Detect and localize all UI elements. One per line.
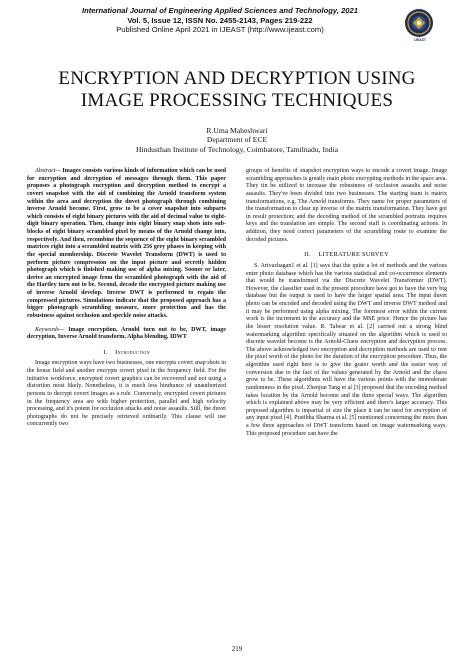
author-block [20, 126, 454, 154]
journal-header [40, 6, 400, 35]
title-line-1: ENCRYPTION AND DECRYPTION USING [58, 68, 416, 89]
keywords [27, 327, 226, 342]
ijeast-logo-icon [404, 8, 434, 38]
logo-text: IJEAST [414, 38, 426, 42]
section-title: LITERATURE SURVEY [318, 251, 389, 259]
keywords-text: Image encryption, Arnold turn out to be, DWT, image decryption, Inverse Arnold transform, Alpha blending, IDWT [27, 326, 226, 341]
journal-published: Published Online April 2021 in IJEAST (http://www.ijeast.com) [116, 25, 324, 35]
introduction-text: Image encryption ways have two businesses, one encrypts covert snap shots in the house field and another encrypts covert pixel in the frequency field. For the initiative workforce, encrypted covert graphics can be recovered and not using a distortion most likely. Nonetheless, it is much less hindrance of unauthorized persons to decrypt covert images as a rule. Conversely, encrypted covert pictures in the frequency area are with higher protection, parallel and high velocity processing, and it's potent for occlusion attacks and noise assaults. Still, the duvet photographs do not be precisely retrieved ordinarily. This clause will use concurrently two [27, 360, 226, 428]
literature-survey-text: S. Arivazhagan1 et al. [1] says that the quite a lot of methods and the various enter photo database which has the various statistical and co-occurrence elements that would be transformed via the Discrete Wavelet Transformer (DWT). However, the classifier used in the present procedure have got to have the very big database but the output is used to have the larger spatial area. The input duvet photo can be encoded and decoded using the DWT and inverse DWT method and it may be performed using alpha mixing. The foremost error within the current work is the increment in the accuracy and the MSE price. Hence the picture has the lesser resolution value. R. Talwar et al. [2] carried out a strong blind watermarking algorithm specifically situated on the algorithm which is used to discrete wavelet become is the Arnold-Chaos encryption and decryption process. The above acknowledged two encryption and decryption methods are used to rent the pixel worth of the photo for the duration of the encryption procedure. Thus, the algorithm used right here is to give the grater worth and the easier way of conversion due to the fact of the values generated by the Arnold and the chaos grow to be. These algorithms will have the various points with the immoderate randomness in the pixel. Zhenjun Tang et al [3] proposed that the encoding method takes location by the Arnold become and the three special ways. The algorithm which is explained above may be very efficient and there's larger accuracy. This proposed algorithm is impartial of size the place it can be used for encryption of any input pixel [4]. Pratibha Sharma et al. [5] mentioned concerning the more than a few three approaches of DWT transform based on image watermarking ways. This proposed procedure can have the [246, 262, 447, 437]
introduction-continued: groups of benefits of snapshot encryption ways to encode a covert image. Image scrambling approaches is greatly main photo encrypting methods in the space area. They tin be utilized to increase the robustness of occlusion assaults and noise assaults. They've been divided into two businesses. The starting team is matrix transformations, e.g. The Arnold transforms. They name for proper parameters of the transformation to clear up inverse of the matrix transformation. They have got in result protection; and the decoding method of the scrambled portraits requires keys and the translation are simple. The second staff is coordinating actions. In addition, they need correct parameters of the scrambling route to examine the decoded pictures. [246, 168, 447, 243]
paper-title [20, 68, 454, 112]
journal-name: International Journal of Engineering Applied Sciences and Technology, 2021 [82, 6, 358, 15]
section-number: II. [304, 251, 311, 259]
section-heading-introduction [27, 349, 226, 357]
abstract [27, 168, 226, 321]
right-column [246, 168, 447, 438]
title-line-2: IMAGE PROCESSING TECHNIQUES [80, 90, 394, 111]
author-name: R.Uma Maheshwari [206, 126, 268, 135]
keywords-label: Keywords— [35, 326, 65, 333]
author-affiliation: Hindusthan Institute of Technology, Coimbatore, Tamilnadu, India [135, 144, 339, 154]
section-number: I. [103, 348, 108, 356]
journal-volume: Vol. 5, Issue 12, ISSN No. 2455-2143, Pages 219-222 [127, 15, 313, 25]
section-heading-literature-survey [246, 251, 447, 259]
author-department: Department of ECE [206, 135, 268, 145]
abstract-text: Images consists various kinds of information which can be used for encryption and decryption of messages through them. This paper proposes a photograph encryption and decryption method to encrypt a covert snapshot with the aid of combining the Arnold transform system within the area and decryption the duvet photograph through combining inverse Arnold become. First, grow to be a cover snapshot into subparts which consists of eight binary pictures with the aid of decimal value to eight-digit binary operation. Then, change into eight binary snap shots into sub-blocks of eight binary scrambled pixel by means of the Arnold change into, respectively. And then, recombine the sequence of the eight binary scrambled matrices right into a scrambled matrix with 256 grey phases in keeping with the special membership. Discrete Wavelet Transform (DWT) is used to perform picture compression on the input picture and secretly hidden photograph which is finished making use of alpha mixing. Sooner or later, derive an encrypted image from the scrambled photograph with the aid of the Hartley turn out to be. Second, decode the encrypted picture making use of inverse Arnold develop. Inverse DWT is performed to regain the compressed pictures. Simulations indicate that the proposed approach has a bigger photograph scrambling measure, more protection and has the robustness against occlusion and speckle noise attacks. [27, 168, 226, 319]
section-title: Introduction [115, 348, 150, 356]
abstract-label: Abstract— [35, 168, 61, 174]
left-column [27, 168, 226, 429]
page-number: 219 [231, 645, 243, 653]
